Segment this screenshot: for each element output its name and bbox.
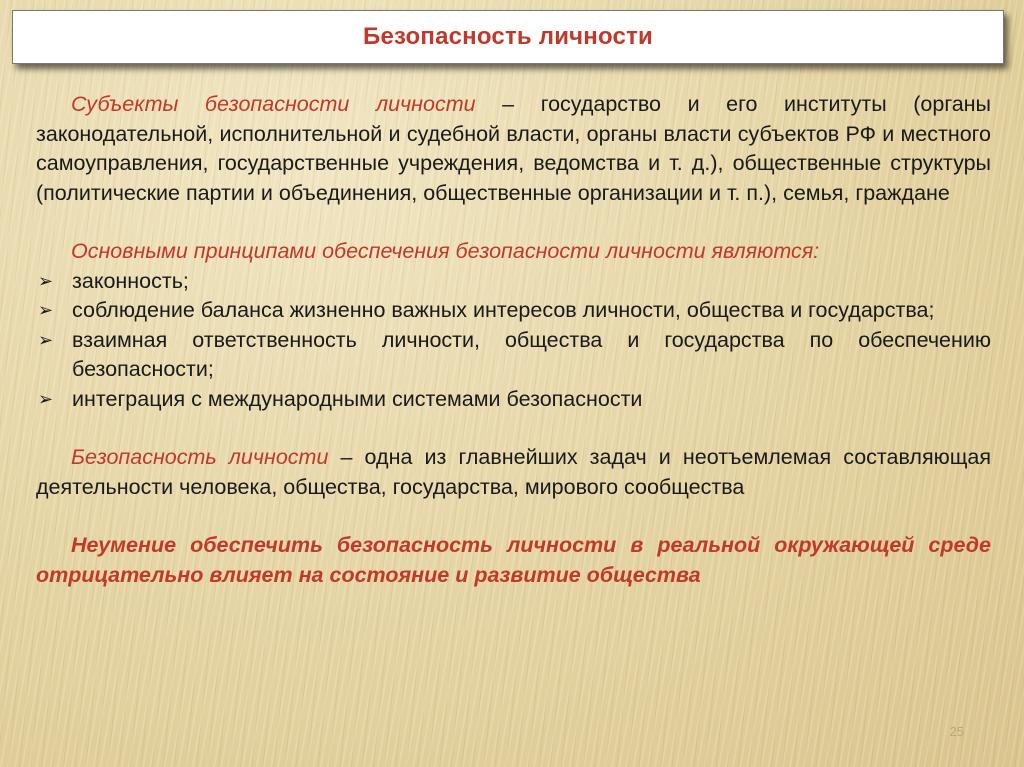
title-box bbox=[12, 10, 1004, 64]
definition-text: – одна из главнейших задач и неотъемлемая составляющая деятельности человека, общества, государства, мирового сообщества bbox=[36, 445, 991, 499]
list-item bbox=[36, 385, 991, 415]
list-item bbox=[36, 296, 991, 326]
slide-title: Безопасность личности bbox=[363, 23, 653, 50]
list-item-text: соблюдение баланса жизненно важных интересов личности, общества и государства; bbox=[72, 298, 935, 322]
list-item-text: интеграция с международными системами безопасности bbox=[72, 386, 643, 411]
spacer bbox=[36, 208, 991, 237]
slide-content bbox=[36, 90, 991, 590]
arrow-bullet-icon: ➢ bbox=[38, 329, 54, 350]
principles-heading-paragraph bbox=[36, 237, 991, 267]
conclusion-paragraph bbox=[36, 531, 991, 590]
page-number: 25 bbox=[949, 724, 964, 739]
list-item-text: взаимная ответственность личности, общества и государства по обеспечению безопасности; bbox=[72, 327, 991, 381]
arrow-bullet-icon: ➢ bbox=[38, 270, 54, 291]
principles-list bbox=[36, 267, 991, 415]
spacer bbox=[36, 414, 991, 443]
subjects-term: Субъекты безопасности личности bbox=[71, 92, 476, 116]
list-item-text: законность; bbox=[72, 268, 189, 293]
definition-paragraph bbox=[36, 443, 991, 502]
arrow-bullet-icon: ➢ bbox=[38, 388, 54, 409]
principles-heading: Основными принципами обеспечения безопасности личности являются: bbox=[71, 239, 820, 263]
subjects-paragraph bbox=[36, 90, 991, 208]
list-item bbox=[36, 326, 991, 385]
definition-term: Безопасность личности bbox=[71, 445, 329, 469]
subjects-text: – государство и его институты (органы законодательной, исполнительной и судебной власти, органы власти субъектов РФ и местного самоуправления, государственные учреждения, ведомства и т. д.), общественные структуры (политические партии и объединения, общественные организации и т. п.), семья, граждане bbox=[36, 92, 991, 205]
arrow-bullet-icon: ➢ bbox=[38, 300, 54, 320]
conclusion-text: Неумение обеспечить безопасность личности в реальной окружающей среде отрицательно влияет на состояние и развитие общества bbox=[36, 533, 991, 587]
list-item bbox=[36, 267, 991, 297]
spacer bbox=[36, 502, 991, 531]
